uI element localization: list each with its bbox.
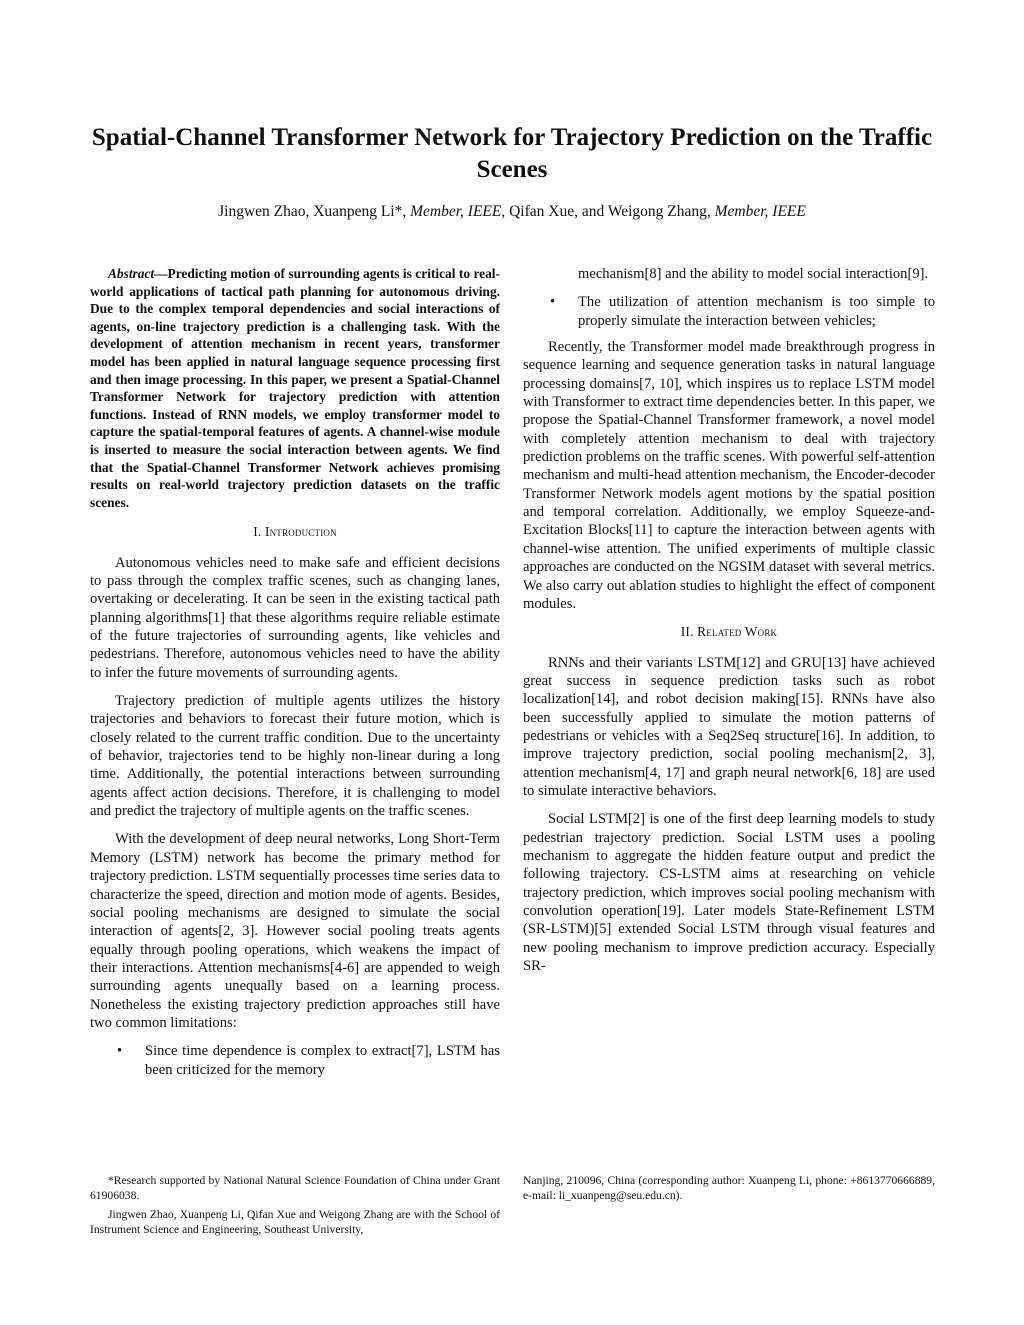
section-heading-related-work bbox=[523, 623, 935, 641]
right-column bbox=[523, 265, 935, 985]
section-heading-introduction bbox=[90, 523, 500, 541]
section-title: Introduction bbox=[264, 524, 337, 540]
left-column bbox=[90, 265, 500, 1087]
related-paragraph-1: RNNs and their variants LSTM[12] and GRU[13] have achieved great success in sequence prediction tasks such as robot localization[14], and robot decision making[15]. RNNs have also been successfully applied to simulate the motion patterns of pedestrians or vehicles with a Seq2Seq structure[16]. In addition, to improve trajectory prediction, social pooling mechanism[2, 3], attention mechanism[4, 17] and graph neural network[6, 18] are used to simulate interactive behaviors. bbox=[523, 654, 935, 799]
affiliation-footnote-continued: Nanjing, 210096, China (corresponding author: Xuanpeng Li, phone: +8613770666889, e-mail: li_xuanpeng@seu.edu.cn). bbox=[523, 1174, 935, 1202]
abstract-dash: — bbox=[154, 266, 168, 281]
author-line bbox=[60, 203, 964, 221]
intro-paragraph-3: With the development of deep neural networks, Long Short-Term Memory (LSTM) network has become the primary method for trajectory prediction. LSTM sequentially processes time series data to characterize the speed, direction and motion mode of agents. Besides, social pooling mechanisms are designed to simulate the social interaction of agents[2, 3]. However social pooling treats agents equally through pooling operations, which weakens the impact of their interactions. Attention mechanisms[4-6] are appended to weigh surrounding agents unequally based on a learning process. Nonetheless the existing trajectory prediction approaches still have two common limitations: bbox=[90, 831, 500, 1031]
affiliation-footnote: Jingwen Zhao, Xuanpeng Li, Qifan Xue and Weigong Zhang are with the School of Instrument Science and Engineering, Southeast University, bbox=[90, 1208, 500, 1236]
intro-paragraph-2: Trajectory prediction of multiple agents utilizes the history trajectories and behaviors to forecast their future motion, which is closely related to the current traffic condition. Due to the uncertainty of behavior, trajectories tend to be highly non-linear during a long time. Additionally, the potential interactions between surrounding agents affect action decisions. Therefore, it is challenging to model and predict the trajectory of multiple agents on the traffic scenes. bbox=[90, 693, 500, 820]
section-number: I. bbox=[253, 524, 265, 540]
funding-footnote: *Research supported by National Natural Science Foundation of China under Grant 61906038. bbox=[90, 1174, 500, 1202]
footnote-right bbox=[523, 1173, 935, 1207]
intro-paragraph-1: Autonomous vehicles need to make safe and efficient decisions to pass through the complex traffic scenes, such as changing lanes, overtaking or decelerating. It can be seen in the existing tactical path planning algorithms[1] that these algorithms require reliable estimate of the future trajectories of surrounding agents, like vehicles and pedestrians. Therefore, autonomous vehicles need to have the ability to infer the future movements of surrounding agents. bbox=[90, 554, 500, 681]
author-names-2: , Qifan Xue, and Weigong Zhang, bbox=[501, 203, 715, 220]
list-item bbox=[90, 1042, 500, 1079]
author-membership-1: Member, IEEE bbox=[410, 203, 502, 220]
section-number: II. bbox=[680, 624, 698, 640]
list-item bbox=[523, 293, 935, 330]
paper-title: Spatial-Channel Transformer Network for Trajectory Prediction on the Traffic Scenes bbox=[91, 124, 933, 183]
bullet-text: The utilization of attention mechanism is too simple to properly simulate the interaction between vehicles; bbox=[578, 294, 935, 329]
abstract-label: Abstract bbox=[108, 266, 155, 281]
bullet-icon: • bbox=[550, 294, 556, 311]
related-paragraph-2: Social LSTM[2] is one of the first deep learning models to study pedestrian trajectory prediction. Social LSTM uses a pooling mechanism to aggregate the hidden feature output and predict the following trajectory. CS-LSTM aims at researching on vehicle trajectory prediction, which improves social pooling mechanism with convolution operation[19]. Later models State-Refinement LSTM (SR-LSTM)[5] extended Social LSTM through visual features and new pooling mechanism to improve prediction accuracy. Especially SR- bbox=[523, 811, 935, 975]
limitations-list-continued bbox=[523, 293, 935, 330]
section-title: Related Work bbox=[697, 624, 778, 640]
footnote-left bbox=[90, 1173, 500, 1241]
bullet-text: Since time dependence is complex to extract[7], LSTM has been criticized for the memory bbox=[145, 1043, 500, 1078]
author-membership-2: Member, IEEE bbox=[714, 203, 806, 220]
bullet-continuation: mechanism[8] and the ability to model social interaction[9]. bbox=[578, 266, 929, 282]
limitations-list bbox=[90, 1042, 500, 1079]
abstract-text: Predicting motion of surrounding agents is critical to real-world applications of tactical path planning for autonomous driving. Due to the complex temporal dependencies and social interactions of agents, on-line trajectory prediction is a challenging task. With the development of attention mechanism in recent years, transformer model has been applied in natural language sequence processing first and then image processing. In this paper, we present a Spatial-Channel Transformer Network for trajectory prediction with attention functions. Instead of RNN models, we employ transformer model to capture the spatial-temporal features of agents. A channel-wise module is inserted to measure the social interaction between agents. We find that the Spatial-Channel Transformer Network achieves promising results on real-world trajectory prediction datasets on the traffic scenes. bbox=[90, 266, 500, 510]
author-names-1: Jingwen Zhao, Xuanpeng Li*, bbox=[218, 203, 411, 220]
intro-paragraph-4: Recently, the Transformer model made breakthrough progress in sequence learning and sequence generation tasks in natural language processing domains[7, 10], which inspires us to replace LSTM model with Transformer to extract time dependencies better. In this paper, we propose the Spatial-Channel Transformer framework, a novel model with completely attention mechanism to deal with trajectory prediction problems on the traffic scenes. With powerful self-attention mechanism and multi-head attention mechanism, the Encoder-decoder Transformer Network models agent motions by the spatial position and temporal correlation. Additionally, we employ Squeeze-and-Excitation Blocks[11] to capture the interaction between agents with channel-wise attention. The unified experiments of multiple classic approaches are conducted on the NGSIM dataset with several metrics. We also carry out ablation studies to highlight the effect of component modules. bbox=[523, 339, 935, 612]
bullet-icon: • bbox=[117, 1043, 123, 1060]
abstract bbox=[90, 265, 500, 511]
